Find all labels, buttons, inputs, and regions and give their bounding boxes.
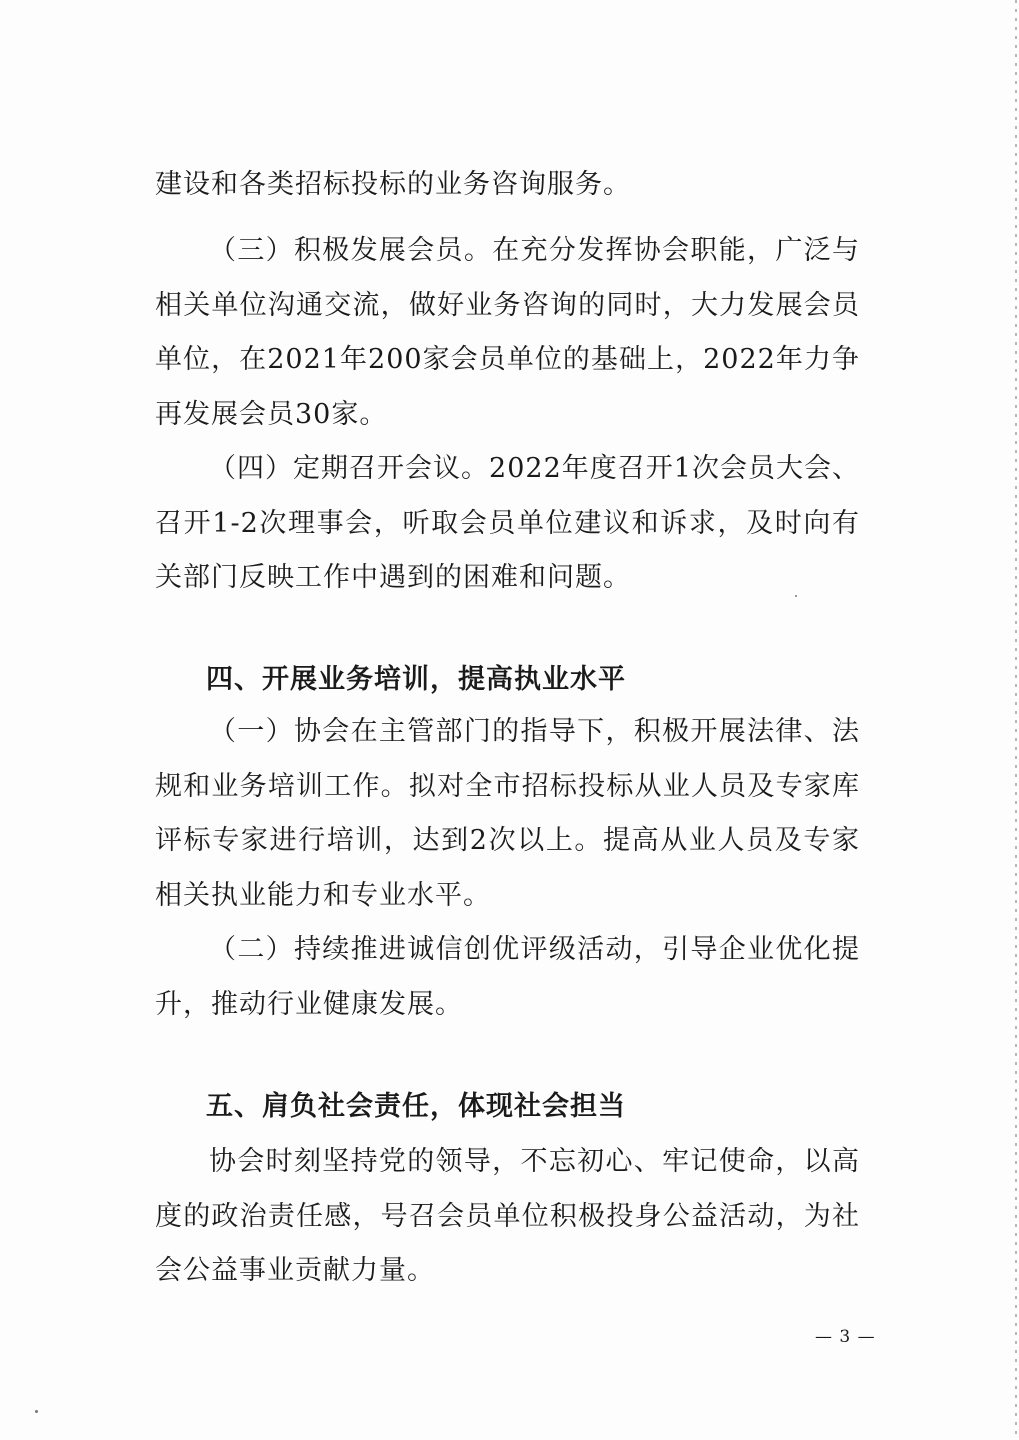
page-number: — 3 —: [815, 1327, 876, 1347]
paragraph-training: （一）协会在主管部门的指导下，积极开展法律、法规和业务培训工作。拟对全市招标投标从业人员及专家库评标专家进行培训，达到2次以上。提高从业人员及专家相关执业能力和专业水平。: [155, 716, 860, 911]
paragraph-credit-rating: （二）持续推进诚信创优评级活动，引导企业优化提升，推动行业健康发展。: [155, 934, 860, 1020]
section-heading-responsibility: 五、肩负社会责任，体现社会担当: [206, 1091, 626, 1122]
paragraph-social-responsibility: 协会时刻坚持党的领导，不忘初心、牢记使命，以高度的政治责任感，号召会员单位积极投身公益活动，为社会公益事业贡献力量。: [155, 1146, 860, 1286]
paragraph-members: （三）积极发展会员。在充分发挥协会职能，广泛与相关单位沟通交流，做好业务咨询的同时，大力发展会员单位，在2021年200家会员单位的基础上，2022年力争再发展会员30家。: [155, 235, 860, 430]
paragraph-meetings: （四）定期召开会议。2022年度召开1次会员大会、召开1-2次理事会，听取会员单位建议和诉求，及时向有关部门反映工作中遇到的困难和问题。: [155, 453, 860, 593]
section-heading-training: 四、开展业务培训，提高执业水平: [206, 664, 626, 695]
paragraph-continuation: 建设和各类招标投标的业务咨询服务。: [155, 169, 631, 200]
scan-speck: [35, 1410, 38, 1413]
scan-speck: [795, 595, 797, 597]
scan-edge-artifact: [1015, 0, 1017, 1440]
